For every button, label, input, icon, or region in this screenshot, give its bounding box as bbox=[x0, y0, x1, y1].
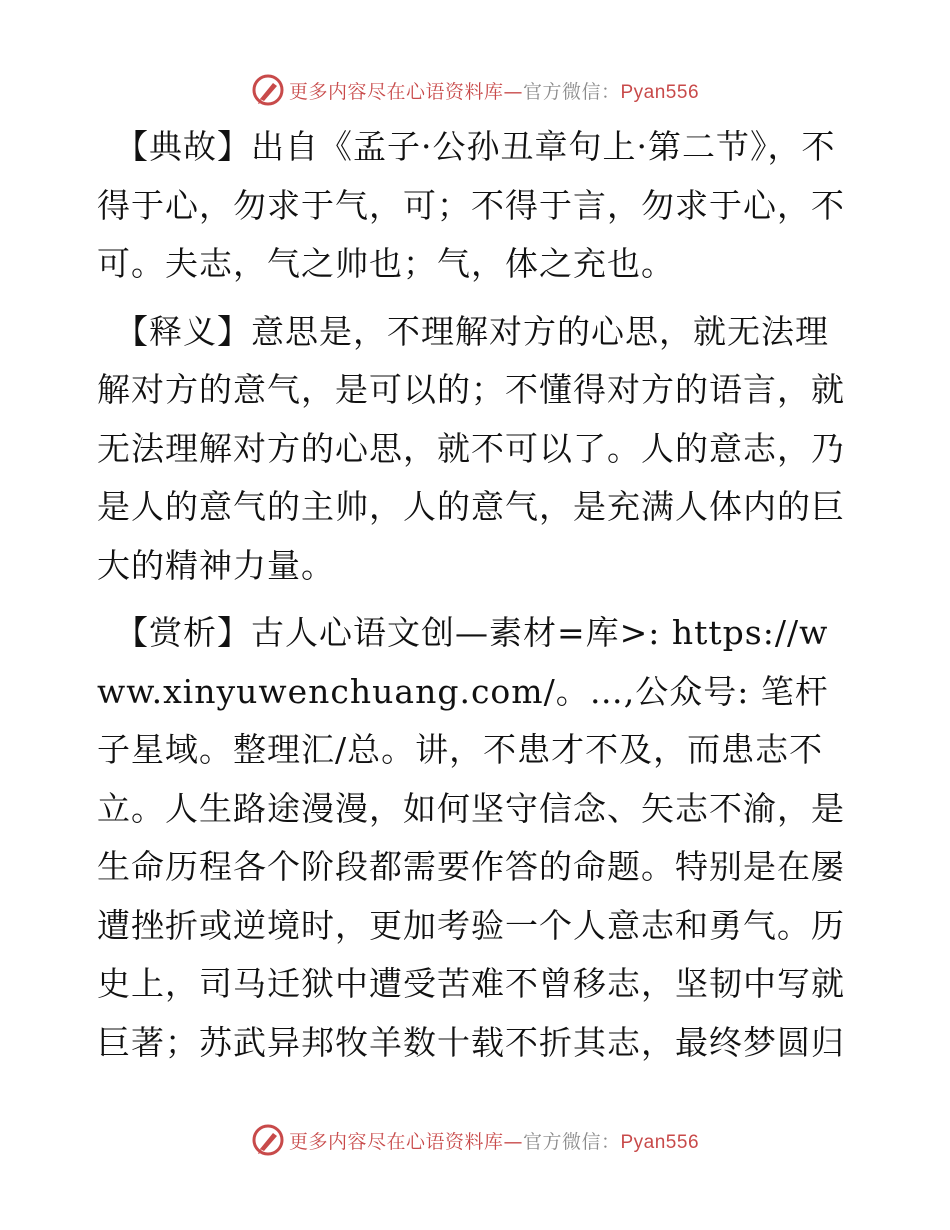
banner-separator: — bbox=[503, 80, 523, 103]
paragraph-allusion bbox=[97, 118, 853, 294]
paragraph-text: 出自《孟子·公孙丑章句上·第二节》，不得于心，勿求于气，可；不得于言，勿求于心，不可。夫志，气之帅也；气，体之充也。 bbox=[97, 127, 845, 283]
banner-wechat-id: Pyan556 bbox=[620, 1131, 700, 1153]
banner-wechat-label: 官方微信： bbox=[522, 1130, 621, 1153]
paragraph-appreciation bbox=[97, 604, 853, 1072]
banner-title: 更多内容尽在心语资料库 bbox=[288, 1130, 504, 1153]
pen-circle-logo-icon bbox=[251, 1123, 285, 1157]
paragraph-interpretation bbox=[97, 303, 853, 596]
banner-wechat-id: Pyan556 bbox=[620, 81, 700, 103]
pen-circle-logo-icon bbox=[251, 73, 285, 107]
banner-text bbox=[289, 77, 699, 104]
banner-wechat-label: 官方微信： bbox=[522, 80, 621, 103]
paragraph-tag: 【释义】 bbox=[115, 311, 251, 351]
banner-separator: — bbox=[503, 1130, 523, 1153]
footer-banner bbox=[0, 1120, 950, 1160]
paragraph-tag: 【赏析】 bbox=[115, 613, 251, 652]
paragraph-tag: 【典故】 bbox=[115, 127, 251, 166]
banner-text bbox=[289, 1127, 699, 1154]
document-body bbox=[97, 118, 853, 1081]
paragraph-text: 意思是，不理解对方的心思，就无法理解对方的意气，是可以的；不懂得对方的语言，就无法理解对方的心思，就不可以了。人的意志，乃是人的意气的主帅，人的意气，是充满人体内的巨大的精神力量。 bbox=[97, 311, 845, 585]
banner-title: 更多内容尽在心语资料库 bbox=[288, 80, 504, 103]
header-banner bbox=[0, 70, 950, 110]
paragraph-text: 古人心语文创—素材=库>: https://www.xinyuwenchuang.com/。…,公众号: 笔杆子星域。整理汇/总。讲，不患才不及，而患志不立。人生路途漫漫，如何坚守信念、矢志不渝，是生命历程各个阶段都需要作答的命题。特别是在屡遭挫折或逆境时，更加考验一个人意志和勇气。历史上，司马迁狱中遭受苦难不曾移志，坚韧中写就巨著；苏武异邦牧羊数十载不折其志，最终梦圆归 bbox=[97, 613, 845, 1062]
